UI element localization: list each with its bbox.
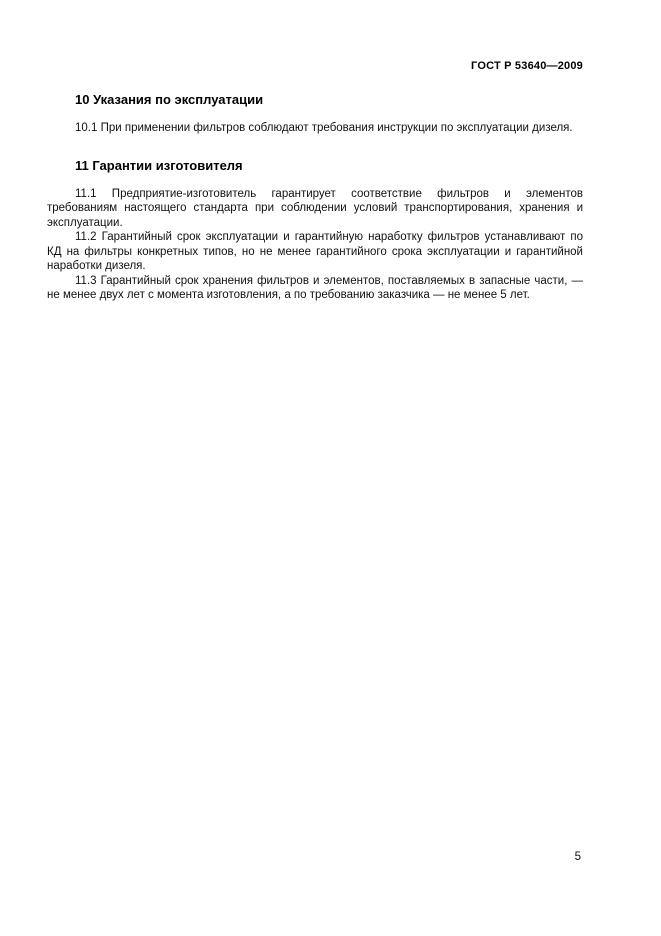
section-heading-10: 10 Указания по эксплуатации: [75, 92, 264, 107]
page-number: 5: [574, 851, 581, 863]
paragraph-11-3: 11.3 Гарантийный срок хранения фильтров и элементов, поставляемых в запасные части, — не менее двух лет с момента изготовления, а по требованию заказчика — не менее 5 лет.: [47, 274, 583, 301]
doc-number-header: ГОСТ Р 53640—2009: [471, 60, 583, 72]
paragraph-11-1: 11.1 Предприятие-изготовитель гарантирует соответствие фильтров и элементов требованиям настоящего стандарта при соблюдении условий транспортирования, хранения и эксплуатации.: [47, 187, 583, 229]
section-heading-11: 11 Гарантии изготовителя: [75, 157, 243, 173]
page-content: [47, 60, 583, 303]
paragraph-10-1: 10.1 При применении фильтров соблюдают требования инструкции по эксплуатации дизеля.: [75, 122, 573, 134]
paragraph-11-2: 11.2 Гарантийный срок эксплуатации и гарантийную наработку фильтров устанавливают по КД на фильтры конкретных типов, но не менее гарантийного срока эксплуатации и гарантийной наработки дизеля.: [47, 231, 583, 272]
